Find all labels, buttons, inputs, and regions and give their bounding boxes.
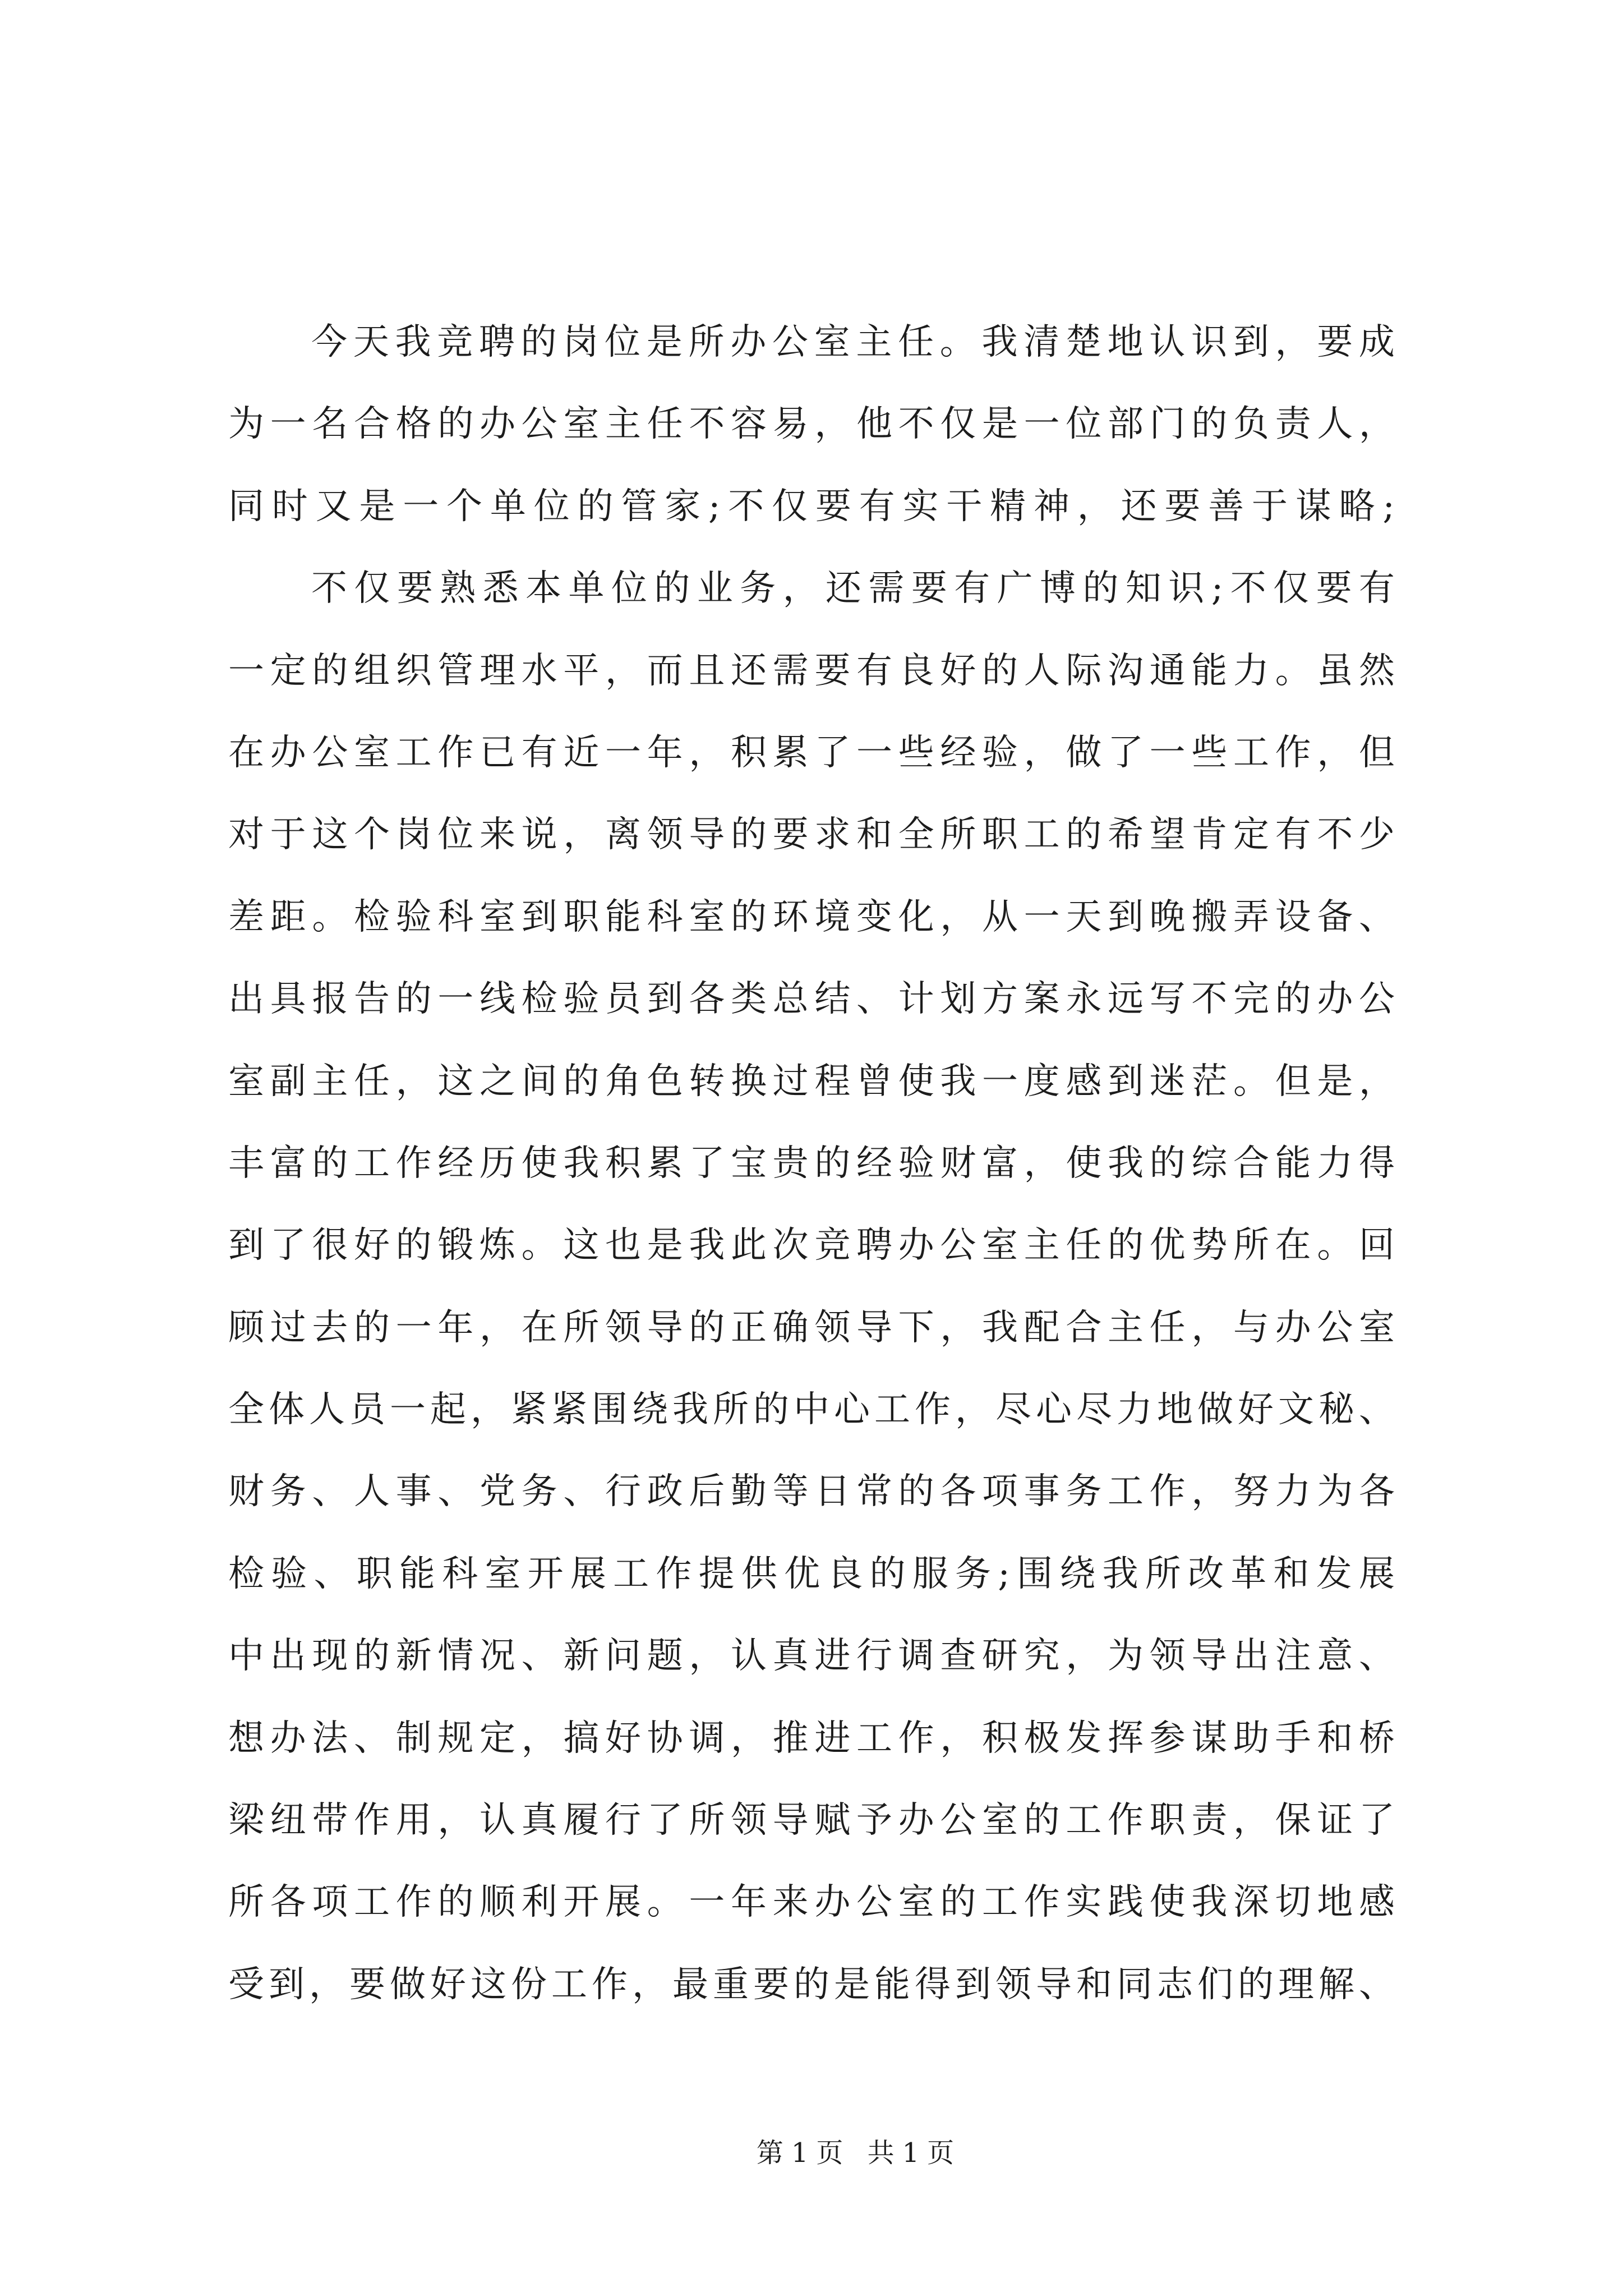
text-line: 检验、职能科室开展工作提供优良的服务;围绕我所改革和发展: [228, 1553, 1395, 1595]
text-line: 室副主任，这之间的角色转换过程曾使我一度感到迷茫。但是，: [228, 1060, 1395, 1102]
text-line: 全体人员一起，紧紧围绕我所的中心工作，尽心尽力地做好文秘、: [228, 1389, 1395, 1431]
text-line: 同时又是一个单位的管家;不仅要有实干精神，还要善于谋略;: [228, 485, 1395, 527]
text-line: 差距。检验科室到职能科室的环境变化，从一天到晚搬弄设备、: [228, 896, 1395, 938]
text-line: 为一名合格的办公室主任不容易，他不仅是一位部门的负责人，: [228, 403, 1395, 445]
text-line: 所各项工作的顺利开展。一年来办公室的工作实践使我深切地感: [228, 1881, 1395, 1924]
text-line: 到了很好的锻炼。这也是我此次竞聘办公室主任的优势所在。回: [228, 1225, 1395, 1267]
text-line: 在办公室工作已有近一年，积累了一些经验，做了一些工作，但: [228, 731, 1395, 774]
text-line: 受到，要做好这份工作，最重要的是能得到领导和同志们的理解、: [228, 1963, 1395, 2005]
text-line: 对于这个岗位来说，离领导的要求和全所职工的希望肯定有不少: [228, 814, 1395, 856]
text-line: 顾过去的一年，在所领导的正确领导下，我配合主任，与办公室: [228, 1306, 1395, 1349]
paragraph-1: [228, 301, 1395, 547]
text-line: 想办法、制规定，搞好协调，推进工作，积极发挥参谋助手和桥: [228, 1717, 1395, 1759]
text-line: 财务、人事、党务、行政后勤等日常的各项事务工作，努力为各: [228, 1471, 1395, 1513]
text-line: 今天我竞聘的岗位是所办公室主任。我清楚地认识到，要成: [311, 321, 1395, 363]
paragraph-2: [228, 547, 1395, 2026]
text-line: 梁纽带作用，认真履行了所领导赋予办公室的工作职责，保证了: [228, 1800, 1395, 1842]
text-line: 丰富的工作经历使我积累了宝贵的经验财富，使我的综合能力得: [228, 1142, 1395, 1184]
text-line: 出具报告的一线检验员到各类总结、计划方案永远写不完的办公: [228, 978, 1395, 1020]
text-line: 一定的组织管理水平，而且还需要有良好的人际沟通能力。虽然: [228, 650, 1395, 692]
text-line: 中出现的新情况、新问题，认真进行调查研究，为领导出注意、: [228, 1635, 1395, 1677]
body-text: [228, 301, 1395, 2026]
page-footer: 第1页 共1页: [756, 2137, 962, 2169]
text-line: 不仅要熟悉本单位的业务，还需要有广博的知识;不仅要有: [311, 568, 1395, 610]
